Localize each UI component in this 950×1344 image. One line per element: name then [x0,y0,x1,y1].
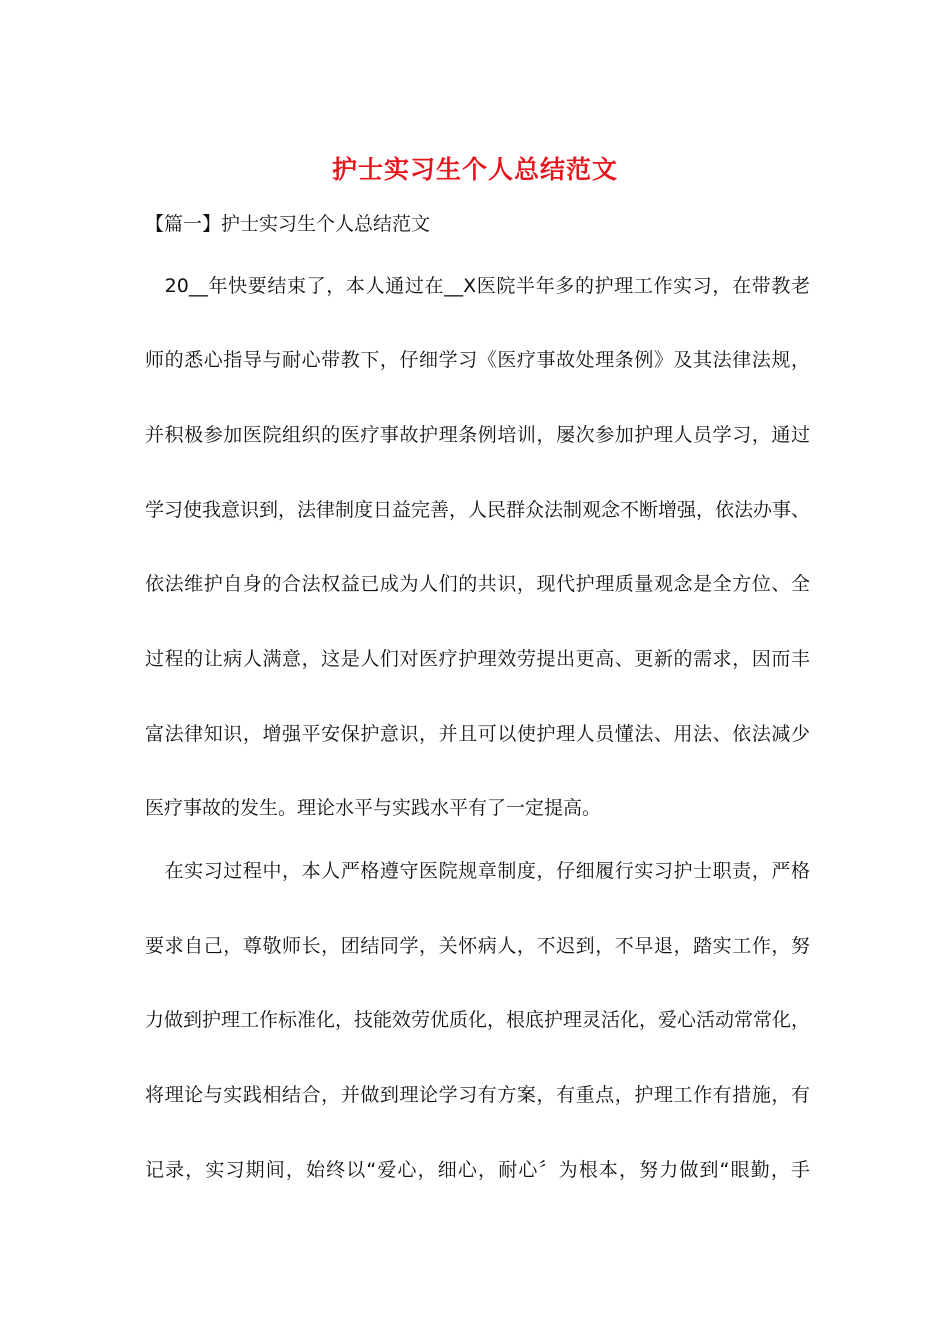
document-title: 护士实习生个人总结范文 [331,155,618,184]
paragraph-2-line-3: 力做到护理工作标准化，技能效劳优质化，根底护理灵活化，爱心活动常常化， [145,1009,811,1031]
paragraph-2-line-1: 在实习过程中，本人严格遵守医院规章制度，仔细履行实习护士职责，严格 [145,860,810,882]
paragraph-1-line-6: 过程的让病人满意，这是人们对医疗护理效劳提出更高、更新的需求，因而丰 [145,648,810,670]
paragraph-2-line-4: 将理论与实践相结合，并做到理论学习有方案，有重点，护理工作有措施，有 [145,1084,810,1106]
paragraph-1-line-2: 师的悉心指导与耐心带教下，仔细学习《医疗事故处理条例》及其法律法规， [145,349,810,371]
paragraph-1-line-1: 20__年快要结束了，本人通过在__X医院半年多的护理工作实习，在带教老 [145,275,810,297]
paragraph-1-line-4: 学习使我意识到，法律制度日益完善，人民群众法制观念不断增强，依法办事、 [145,499,811,521]
paragraph-2-line-5: 记录，实习期间，始终以“爱心，细心，耐心〞为根本，努力做到“眼勤，手 [145,1159,810,1181]
paragraph-1-line-7: 富法律知识，增强平安保护意识，并且可以使护理人员懂法、用法、依法减少 [145,723,810,745]
paragraph-1-line-8: 医疗事故的发生。理论水平与实践水平有了一定提高。 [145,797,602,819]
paragraph-2-line-2: 要求自己，尊敬师长，团结同学，关怀病人，不迟到，不早退，踏实工作，努 [145,935,810,957]
section-heading: 【篇一】护士实习生个人总结范文 [145,213,431,235]
paragraph-1-line-5: 依法维护自身的合法权益已成为人们的共识，现代护理质量观念是全方位、全 [145,573,810,595]
paragraph-1-line-3: 并积极参加医院组织的医疗事故护理条例培训，屡次参加护理人员学习，通过 [145,424,810,446]
